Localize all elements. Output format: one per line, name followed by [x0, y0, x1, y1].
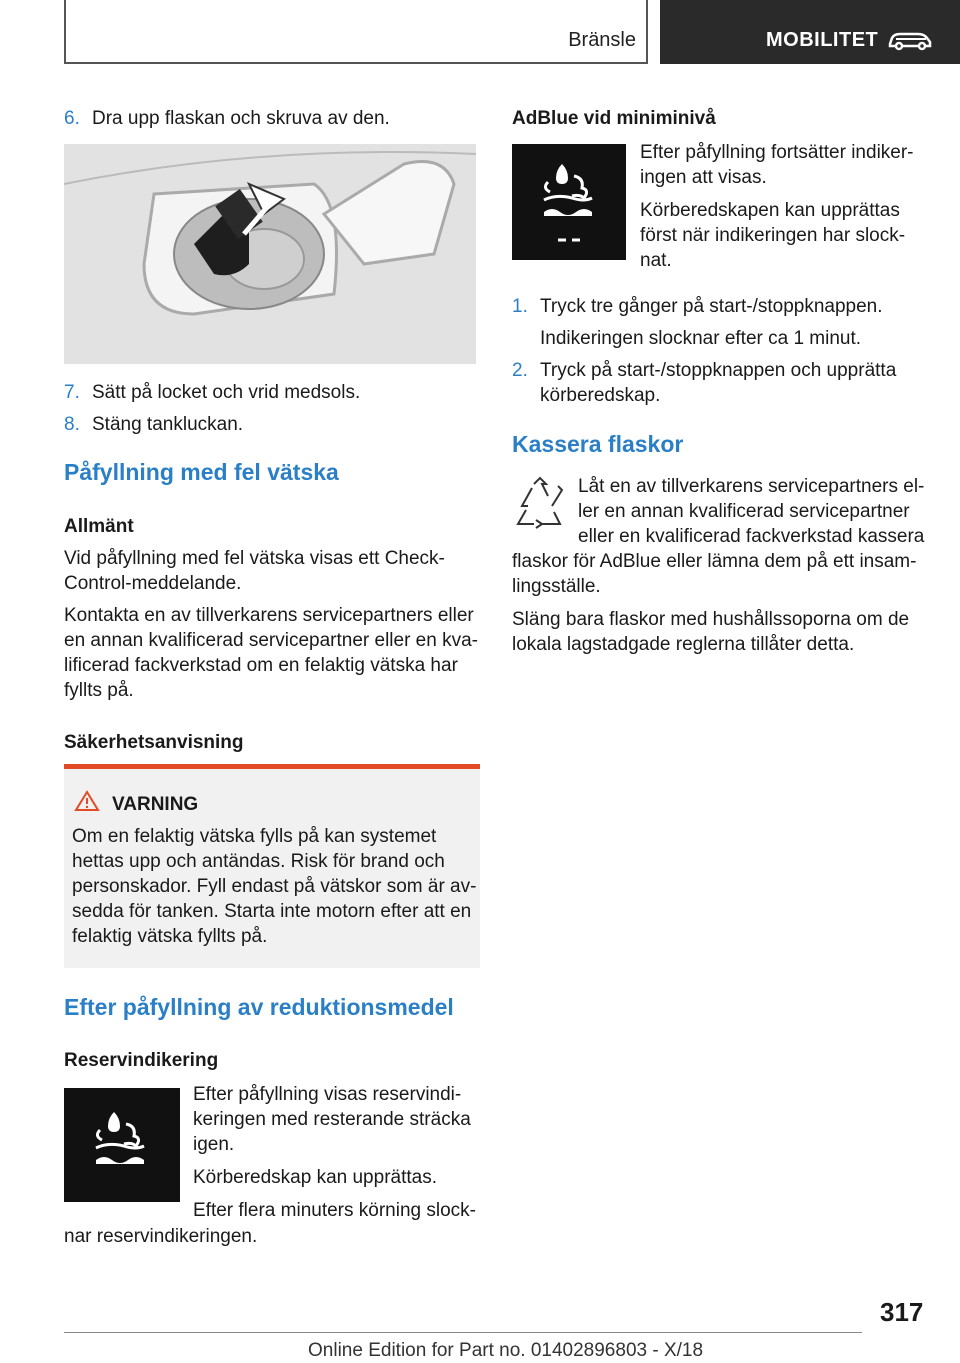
heading-min-level: AdBlue vid miniminivå [512, 108, 716, 129]
step-6: 6. Dra upp flaskan och skruva av den. [64, 108, 390, 129]
dispose-text-indented: Låt en av tillverkarens servicepartners el- ler en annan kvalificerad servicepartner eller en kvalificerad fackverkstad kassera [578, 476, 925, 547]
reserve-text-end: nar reservindikeringen. [64, 1226, 258, 1247]
fuel-filler-illustration [64, 144, 476, 364]
min-level-text: Efter påfyllning fortsätter indiker- ingen att visas. Körberedskapen kan upprättas först när indikeringen har slock- nat. [640, 142, 914, 271]
dispose-text: flaskor för AdBlue eller lämna dem på ett insam- lingsställe. Släng bara flaskor med hushållssoporna om de lokala lagstadgade reglerna tillåter detta. [512, 551, 917, 655]
heading-after-refill: Efter påfyllning av reduktionsmedel [64, 994, 454, 1020]
header-chapter-tab [660, 0, 960, 64]
car-icon [886, 28, 934, 59]
warning-text: Om en felaktig vätska fylls på kan systemet hettas upp och antändas. Risk för brand och personskador. Fyll endast på vätskor som är av- sedda för tanken. Starta inte motorn efter att en felaktig vätska fyllts på. [72, 826, 477, 947]
heading-reserve: Reservindikering [64, 1050, 219, 1071]
step-1-result: Indikeringen slocknar efter ca 1 minut. [540, 328, 862, 349]
heading-general: Allmänt [64, 516, 134, 537]
adblue-min-indicator-icon [512, 144, 626, 260]
footer-edition: Online Edition for Part no. 01402896803 - X/18 [308, 1340, 704, 1361]
header-chapter-label: MOBILITET [766, 29, 879, 51]
heading-dispose: Kassera flaskor [512, 431, 684, 457]
reserve-text: Efter påfyllning visas reservindi- keringen med resterande sträcka igen. Körberedskap kan upprättas. Efter flera minuters körning slock- [193, 1084, 476, 1221]
step-1: 1. Tryck tre gånger på start-/stoppknappen. [512, 296, 883, 317]
page-number: 317 [880, 1297, 924, 1327]
step-8: 8. Stäng tankluckan. [64, 414, 244, 435]
recycle-icon [512, 476, 568, 530]
heading-safety: Säkerhetsanvisning [64, 732, 244, 753]
adblue-indicator-icon [64, 1088, 180, 1202]
general-paragraph-1: Vid påfyllning med fel vätska visas ett Check- Control-meddelande. [64, 548, 445, 594]
header-section-box [64, 0, 648, 64]
step-2: 2. Tryck på start-/stoppknappen och upprätta körberedskap. [512, 360, 897, 406]
step-7: 7. Sätt på locket och vrid medsols. [64, 382, 361, 403]
heading-wrong-fluid: Påfyllning med fel vätska [64, 459, 339, 485]
warning-title: VARNING [112, 794, 199, 815]
footer-divider [64, 1332, 862, 1333]
header-section-title: Bränsle [568, 29, 636, 51]
warning-triangle-icon [74, 790, 100, 819]
general-paragraph-2: Kontakta en av tillverkarens servicepartners eller en annan kvalificerad servicepartner eller en kva- lificerad fackverkstad om en felaktig vätska har fyllts på. [64, 605, 478, 701]
